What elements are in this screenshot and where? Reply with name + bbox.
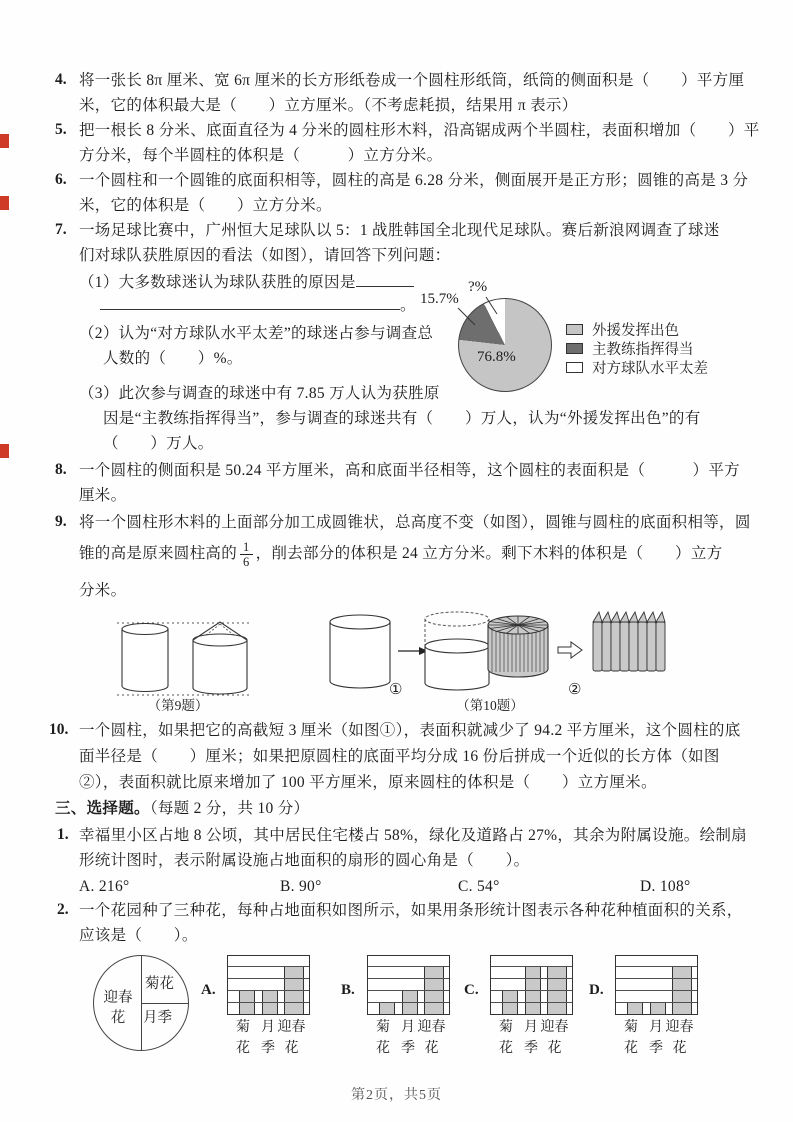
legend-swatch [566,324,583,335]
q7-pie-legend [566,320,708,377]
bar-chart-frame [227,955,310,1015]
fig10-step1-label: ① [389,682,403,698]
q10-line-2: 面半径是（ ）厘米；如果把原圆柱的底面平均分成 16 份后拼成一个近似的长方体（如图 [79,748,720,765]
pie-label-yingchunhua: 迎春 花 [103,990,133,1026]
bar-category-label: 月 季 [524,1020,538,1056]
fig9-caption: （第9题） [147,698,209,713]
q10-line-3: ②），表面积就比原来增加了 100 平方厘米，原来圆柱的体积是（ ）立方厘米。 [79,774,657,791]
legend-swatch [566,362,583,373]
q7-number: 7. [55,221,67,238]
q7-line-2: 们对球队获胜原因的看法（如图），请回答下列问题： [79,247,451,264]
q9-number: 9. [55,513,67,530]
pie-label-question: ?% [468,279,488,295]
pie-label-76-8: 76.8% [477,349,516,365]
choice2-number: 2. [57,901,69,918]
bar-category-label: 月 季 [261,1020,275,1056]
reassembled-prism [593,612,665,671]
page-footer: 第2页，共5页 [351,1088,442,1103]
choice1-option-d: D. 108° [640,878,691,895]
q6-line-2: 米，它的体积是（ ）立方分米。 [79,197,332,214]
legend-row [566,320,708,339]
gridlines [368,956,449,1014]
legend-label: 外援发挥出色 [592,323,679,339]
q10-number: 10. [49,721,69,738]
legend-label: 主教练指挥得当 [592,342,694,358]
q8-line-1: 一个圆柱的侧面积是 50.24 平方厘米，高和底面半径相等，这个圆柱的表面积是（ ）平方 [79,462,740,479]
pie-label-yueji: 月季 [143,1010,172,1026]
bar-category-label: 迎春 花 [417,1020,446,1056]
legend-label: 对方球队水平太差 [592,361,708,377]
bar-category-label: 菊 花 [499,1020,513,1056]
legend-row [566,339,708,358]
q6-line-1: 一个圆柱和一个圆锥的底面积相等，圆柱的高是 6.28 分米，侧面展开是正方形；圆锥的高是 3 分 [79,172,749,189]
choice2-line-1: 一个花园种了三种花，每种占地面积如图所示，如果用条形统计图表示各种花种植面积的关系， [79,902,743,919]
pie-divider-horizontal [142,1003,189,1004]
bar-chart-category-labels [490,1017,573,1063]
legend-swatch [566,343,583,354]
bar-chart-category-labels [227,1017,310,1063]
q5-line-2: 方分米，每个半圆柱的体积是（ ）立方分米。 [79,147,443,164]
q10-line-1: 一个圆柱，如果把它的高截短 3 厘米（如图①），表面积就减少了 94.2 平方厘米，这个圆柱的底 [79,722,741,739]
fig10-step2-label: ② [568,682,582,698]
q7-part3-line-2: 因是“主教练指挥得当”，参与调查的球迷共有（ ）万人，认为“外援发挥出色”的有 [103,410,701,427]
bar-chart-frame [367,955,450,1015]
red-edge-mark [0,196,9,210]
q7-line-1: 一场足球比赛中，广州恒大足球队以 5：1 战胜韩国全北现代足球队。赛后新浪网调查了球迷 [79,222,720,239]
bar-category-label: 菊 花 [376,1020,390,1056]
red-edge-mark [0,444,9,458]
bar-chart-category-labels [615,1017,698,1063]
pie-label-15-7: 15.7% [420,291,459,307]
q7-part3-line-3: （ ）万人。 [103,435,214,452]
fig10-caption: （第10题） [456,698,524,713]
q4-line-1: 将一张长 8π 厘米、宽 6π 厘米的长方形纸卷成一个圆柱形纸筒，纸筒的侧面积是（ ）平方厘 [79,72,745,89]
figure-q9-cylinders [105,598,310,715]
bar-chart-frame [615,955,698,1015]
q4-number: 4. [55,71,67,88]
bar-category-label: 月 季 [649,1020,663,1056]
gridlines [616,956,697,1014]
q8-number: 8. [55,461,67,478]
choice1-line-2: 形统计图时，表示附属设施占地面积的扇形的圆心角是（ ）。 [79,852,530,869]
option-letter: A. [201,982,216,998]
choice1-line-1: 幸福里小区占地 8 公顷，其中居民住宅楼占 58%，绿化及道路占 27%，其余为附属设施。绘制扇 [79,827,747,844]
q7-part3-line-1: （3）此次参与调查的球迷中有 7.85 万人认为获胜原 [79,385,440,402]
q6-number: 6. [55,171,67,188]
red-edge-mark [0,134,9,148]
q4-line-2: 米，它的体积最大是（ ）立方厘米。（不考虑耗损，结果用 π 表示） [79,97,578,114]
answer-blank [356,273,414,287]
choice1-option-b: B. 90° [280,878,322,895]
sliced-cylinder [488,616,548,677]
pie-label-juhua: 菊花 [145,976,174,992]
choice1-option-a: A. 216° [79,878,130,895]
gridlines [491,956,572,1014]
q7-part2-line-1: （2）认为“对方球队水平太差”的球迷占参与调查总 [79,325,434,342]
legend-row [566,358,708,377]
option-letter: B. [341,982,355,998]
section3-heading: 三、选择题。（每题 2 分，共 10 分） [55,800,310,817]
q5-number: 5. [55,121,67,138]
option-letter: D. [589,982,604,998]
q7-part2-line-2: 人数的（ ）%。 [103,350,243,367]
bar-chart-category-labels [367,1017,450,1063]
figure-q10-cylinder-transform [305,598,670,715]
q7-part1-blank-line: 。 [100,296,416,316]
choice2-line-2: 应该是（ ）。 [79,927,198,944]
pie-leader-lines [440,285,520,340]
bar-category-label: 迎春 花 [277,1020,306,1056]
bar-category-label: 菊 花 [236,1020,250,1056]
q5-line-1: 把一根长 8 分米、底面直径为 4 分米的圆柱形木料，沿高锯成两个半圆柱，表面积增加（ ）平 [79,122,760,139]
choice1-number: 1. [57,826,69,843]
q9-line-1: 将一个圆柱形木料的上面部分加工成圆锥状，总高度不变（如图），圆锥与圆柱的底面积相等，圆 [79,514,751,531]
gridlines [228,956,309,1014]
option-letter: C. [464,982,479,998]
bar-chart-frame [490,955,573,1015]
bar-category-label: 菊 花 [624,1020,638,1056]
bar-category-label: 迎春 花 [665,1020,694,1056]
q9-line-3: 分米。 [79,582,127,599]
answer-blank [100,296,400,310]
flower-pie-chart [93,955,189,1051]
hollow-arrow-icon [558,642,582,658]
q8-line-2: 厘米。 [79,487,127,504]
fraction-one-sixth: $\frac{1}{6}$ [240,540,253,569]
bar-category-label: 迎春 花 [540,1020,569,1056]
q9-line-2: 锥的高是原来圆柱高的 $\frac{1}{6}$ ，削去部分的体积是 24 立方分米。剩下木料的体积是（ ）立方 [79,539,723,569]
bar-category-label: 月 季 [401,1020,415,1056]
q7-part1: （1）大多数球迷认为球队获胜的原因是 [79,273,414,293]
choice1-option-c: C. 54° [458,878,500,895]
